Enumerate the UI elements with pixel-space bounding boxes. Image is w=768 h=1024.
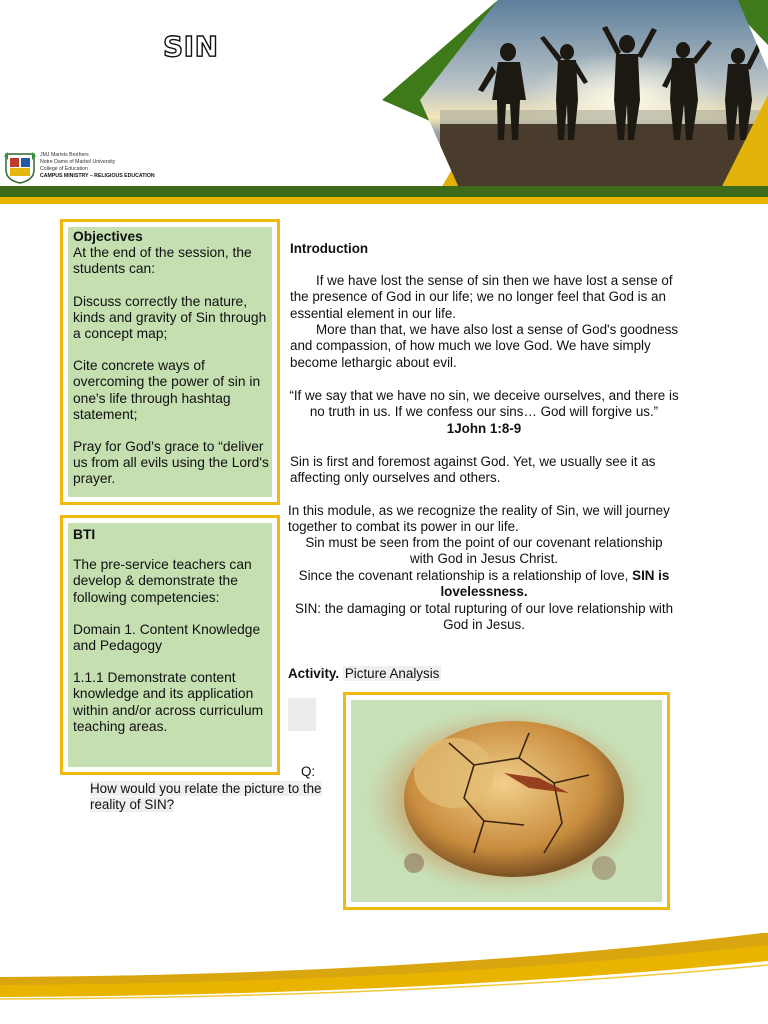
footer-decoration [0,925,768,1024]
scripture-reference: 1John 1:8-9 [446,421,522,436]
objective-item-1: Discuss correctly the nature, kinds and gravity of Sin through a concept map; [73,293,267,342]
objective-item-3: Pray for God's grace to “deliver us from all evils using the Lord's prayer. [73,439,269,487]
placeholder-block [288,698,316,731]
objectives-intro: At the end of the session, the students can: [73,245,252,277]
cracked-egg-image [354,703,659,899]
page-title: SIN [163,30,219,63]
question-text [90,781,338,814]
covenant-statement-3: SIN: the damaging or total rupturing of our love relationship with God in Jesus. [294,601,674,633]
bti-heading: BTI [73,527,96,542]
introduction-paragraph-3: Sin is first and foremost against God. Yet, we usually see it as affecting only ourselves and others. [290,454,656,486]
institution-line-3: College of Education [40,166,88,172]
bti-intro: The pre-service teachers can develop & demonstrate the following competencies: [73,557,252,605]
introduction-paragraph-1: If we have lost the sense of sin then we have lost a sense of the presence of God in our life; we no longer feel that God is an essential element in our life. [290,273,673,321]
bti-box [60,515,280,775]
picture-box [343,692,670,910]
bti-competency: 1.1.1 Demonstrate content knowledge and its application within and/or across curriculum teaching areas. [73,670,264,734]
institution-line-2: Notre Dame of Marbel University [40,159,116,165]
introduction-paragraph-4: In this module, as we recognize the reality of Sin, we will journey together to combat its power in our life. [288,503,670,535]
activity-label: Activity. [288,666,340,681]
objectives-box [60,219,280,505]
covenant-statement-1: Sin must be seen from the point of our covenant relationship with God in Jesus Christ. [305,535,663,567]
header-gold-band [0,197,768,204]
university-logo-icon [4,150,36,184]
objective-item-2: Cite concrete ways of overcoming the power of sin in one's life through hashtag statement; [73,358,261,422]
question-label: Q: [301,764,316,779]
bti-domain: Domain 1. Content Knowledge and Pedagogy [73,621,261,654]
header-banner-image [380,0,768,190]
lovelessness-emphasis: SIN is lovelessness. [440,568,670,600]
introduction-heading: Introduction [290,241,369,256]
header-green-band [0,186,768,197]
activity-line [288,666,441,682]
covenant-statement-2-text: Since the covenant relationship is a relationship of love, [298,568,629,583]
institution-line-1: JMJ Marists Brothers [40,152,89,158]
activity-title: Picture Analysis [344,666,440,681]
question-text-content: How would you relate the picture to the reality of SIN? [90,781,322,813]
scripture-quote: “If we say that we have no sin, we deceive ourselves, and there is no truth in us. If we confess our sins… God will forgive us.” [289,388,679,420]
covenant-statement-2 [284,568,684,601]
objectives-heading: Objectives [73,229,143,244]
introduction-paragraph-2: More than that, we have also lost a sense of God's goodness and compassion, of how much we love God. We have simply become lethargic about evil. [290,322,679,370]
institution-line-4: CAMPUS MINISTRY – RELIGIOUS EDUCATION [40,173,155,179]
